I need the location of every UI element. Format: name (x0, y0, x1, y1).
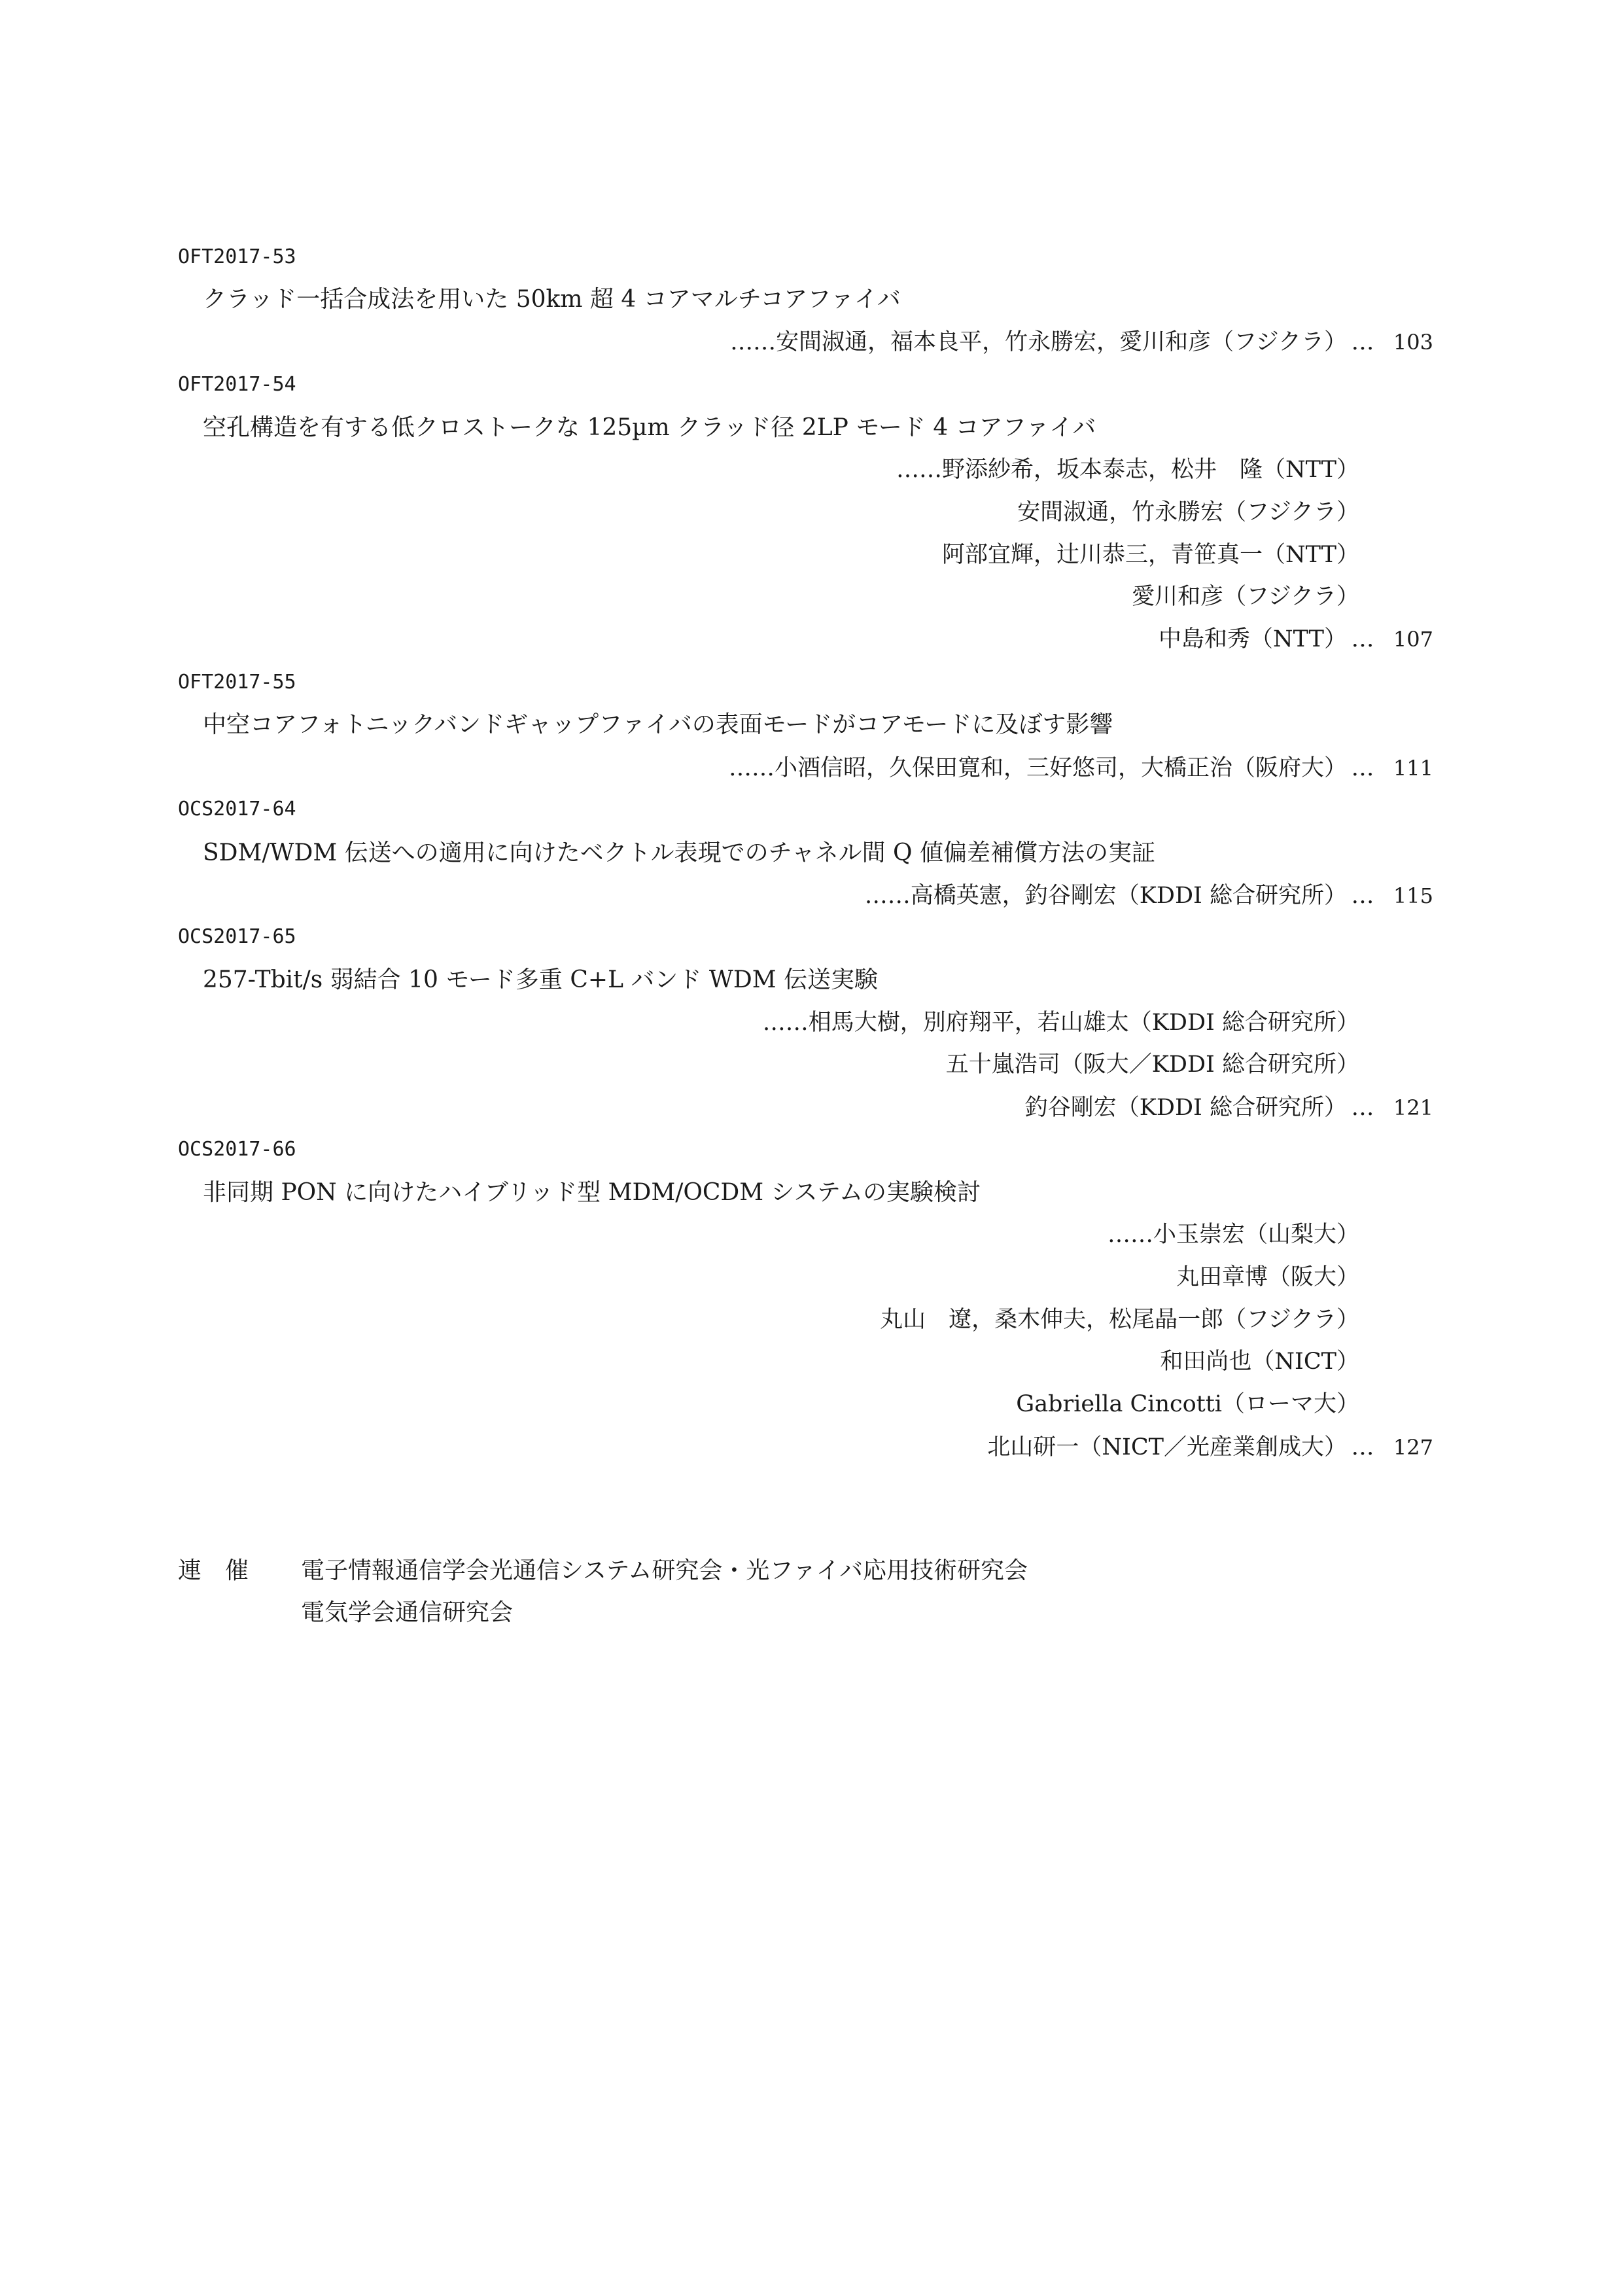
page-number: 115 (1393, 883, 1433, 908)
entry-author-line (1025, 1097, 1433, 1120)
entry-author-line (987, 1436, 1433, 1459)
page-leader: … (1351, 1434, 1374, 1460)
page-leader: … (1351, 329, 1374, 355)
cosponsor-line: 電気学会通信研究会 (301, 1599, 514, 1626)
page-leader: … (1351, 755, 1374, 781)
entry-code: OCS2017-65 (178, 925, 296, 948)
entry-author-line: ……野添紗希，坂本泰志，松井 隆（NTT） (896, 457, 1359, 483)
author-text: ……安間淑通，福本良平，竹永勝宏，愛川和彦（フジクラ） (730, 329, 1347, 355)
entry-author-line: 丸田章博（阪大） (1176, 1264, 1359, 1290)
entry-author-line (729, 757, 1433, 780)
page-leader: … (1351, 1095, 1374, 1121)
entry-author-line (1159, 628, 1433, 651)
entry-author-line: ……相馬大樹，別府翔平，若山雄太（KDDI 総合研究所） (762, 1010, 1359, 1036)
entry-author-line: 愛川和彦（フジクラ） (1132, 584, 1359, 610)
entry-code: OCS2017-64 (178, 798, 296, 821)
entry-title: SDM/WDM 伝送への適用に向けたベクトル表現でのチャネル間 Q 値偏差補償方法の実証 (203, 839, 1156, 866)
author-text: 釣谷剛宏（KDDI 総合研究所） (1024, 1095, 1347, 1121)
entry-title: 257-Tbit/s 弱結合 10 モード多重 C+L バンド WDM 伝送実験 (203, 966, 879, 993)
entry-author-line: 五十嵐浩司（阪大／KDDI 総合研究所） (945, 1051, 1359, 1078)
page-leader: … (1351, 626, 1374, 652)
author-text: ……高橋英憲，釣谷剛宏（KDDI 総合研究所） (864, 883, 1347, 909)
page-number: 127 (1393, 1435, 1433, 1460)
entry-code: OFT2017-55 (178, 671, 296, 694)
entry-author-line: 丸山 遼，桑木伸夫，松尾晶一郎（フジクラ） (880, 1307, 1359, 1333)
page-number: 107 (1393, 627, 1433, 652)
entry-author-line (730, 331, 1433, 354)
cosponsor-line: 電子情報通信学会光通信システム研究会・光ファイバ応用技術研究会 (301, 1557, 1028, 1584)
entry-title: 空孔構造を有する低クロストークな 125µm クラッド径 2LP モード 4 コアファイバ (203, 414, 1096, 441)
page-number: 121 (1393, 1095, 1433, 1120)
entry-title: 非同期 PON に向けたハイブリッド型 MDM/OCDM システムの実験検討 (203, 1179, 981, 1206)
entry-code: OFT2017-53 (178, 245, 296, 268)
entry-author-line: 阿部宜輝，辻川恭三，青笹真一（NTT） (942, 542, 1359, 568)
page-leader: … (1351, 883, 1374, 909)
author-text: 中島和秀（NTT） (1159, 626, 1347, 652)
entry-author-line: 和田尚也（NICT） (1160, 1349, 1359, 1375)
entry-code: OCS2017-66 (178, 1138, 296, 1161)
entry-author-line (865, 885, 1433, 908)
entry-author-line: Gabriella Cincotti（ローマ大） (1016, 1391, 1359, 1417)
entry-title: 中空コアフォトニックバンドギャップファイバの表面モードがコアモードに及ぼす影響 (203, 711, 1113, 738)
author-text: ……小酒信昭，久保田寛和，三好悠司，大橋正治（阪府大） (728, 755, 1347, 781)
page-number: 111 (1393, 756, 1433, 781)
entry-author-line: 安間淑通，竹永勝宏（フジクラ） (1017, 499, 1359, 525)
page-number: 103 (1393, 330, 1433, 355)
entry-author-line: ……小玉崇宏（山梨大） (1107, 1222, 1359, 1248)
author-text: 北山研一（NICT／光産業創成大） (987, 1434, 1347, 1460)
cosponsor-label: 連催 (178, 1557, 273, 1584)
entry-code: OFT2017-54 (178, 373, 296, 396)
entry-title: クラッド一括合成法を用いた 50km 超 4 コアマルチコアファイバ (203, 286, 901, 313)
